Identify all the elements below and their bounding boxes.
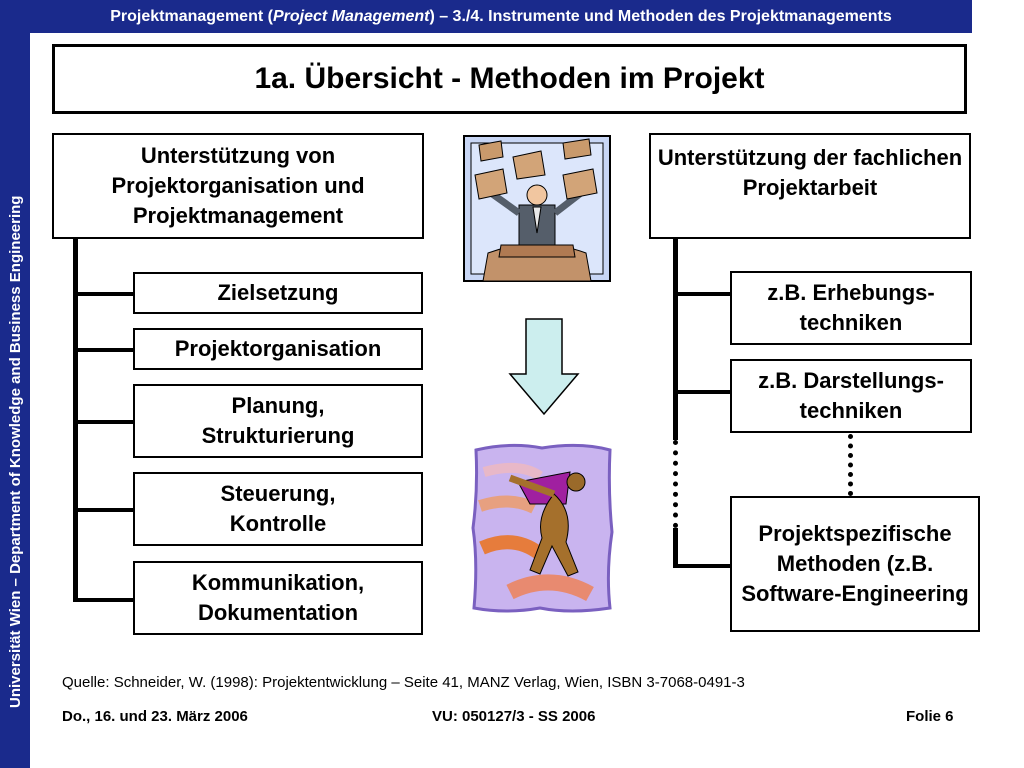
header-bar (30, 0, 972, 33)
left-connector-4 (73, 508, 133, 512)
right-heading: Unterstützung der fachlichen Projektarbeit (657, 145, 963, 200)
footer-slide-number: Folie 6 (906, 708, 954, 725)
left-heading: Unterstützung von Projektorganisation und Projektmanagement (111, 143, 365, 228)
right-item-label: Projektspezifische Methoden (z.B. Software-Engineering (741, 521, 969, 606)
left-item-box (133, 384, 423, 458)
right-connector-3 (673, 564, 730, 568)
right-connector-1 (673, 292, 730, 296)
left-connector-5 (73, 598, 133, 602)
right-connector-2 (673, 390, 730, 394)
down-arrow-icon (508, 318, 580, 416)
left-connector-3 (73, 420, 133, 424)
right-item-box (730, 359, 972, 433)
right-heading-box (649, 133, 971, 239)
sidebar (0, 0, 30, 768)
header-prefix: Projektmanagement ( (110, 8, 273, 25)
slide-title: 1a. Übersicht - Methoden im Projekt (52, 44, 967, 114)
right-item-label: z.B. Erhebungs-techniken (767, 280, 935, 335)
left-item-box (133, 328, 423, 370)
footer-date: Do., 16. und 23. März 2006 (62, 708, 248, 725)
right-item-dotted-link (848, 434, 853, 496)
left-heading-box (52, 133, 424, 239)
left-item-box (133, 561, 423, 635)
right-item-box (730, 496, 980, 632)
right-connector-vertical (673, 239, 678, 440)
businessman-juggling-boxes-clipart (463, 135, 611, 282)
left-item-label: Projektorganisation (174, 336, 382, 361)
figure-with-hands-clipart (470, 442, 615, 614)
footer-course: VU: 050127/3 - SS 2006 (432, 708, 596, 725)
sidebar-text: Universität Wien – Department of Knowledge and Business Engineering (7, 195, 24, 708)
right-connector-vertical-lower (673, 528, 678, 568)
left-item-label: Zielsetzung (217, 280, 339, 305)
header-suffix: ) – 3./4. Instrumente und Methoden des Projektmanagements (429, 8, 892, 25)
left-item-label: Steuerung, Kontrolle (220, 481, 336, 536)
header-italic: Project Management (272, 8, 430, 25)
left-item-box (133, 272, 423, 314)
left-item-label: Kommunikation, Dokumentation (191, 570, 365, 625)
right-item-box (730, 271, 972, 345)
right-item-label: z.B. Darstellungs-techniken (758, 368, 944, 423)
right-connector-dotted (673, 440, 678, 528)
left-item-label: Planung, Strukturierung (201, 393, 355, 448)
left-item-box (133, 472, 423, 546)
left-connector-2 (73, 348, 133, 352)
source-citation: Quelle: Schneider, W. (1998): Projektentwicklung – Seite 41, MANZ Verlag, Wien, ISBN 3-7068-0491-3 (62, 674, 745, 691)
left-connector-1 (73, 292, 133, 296)
